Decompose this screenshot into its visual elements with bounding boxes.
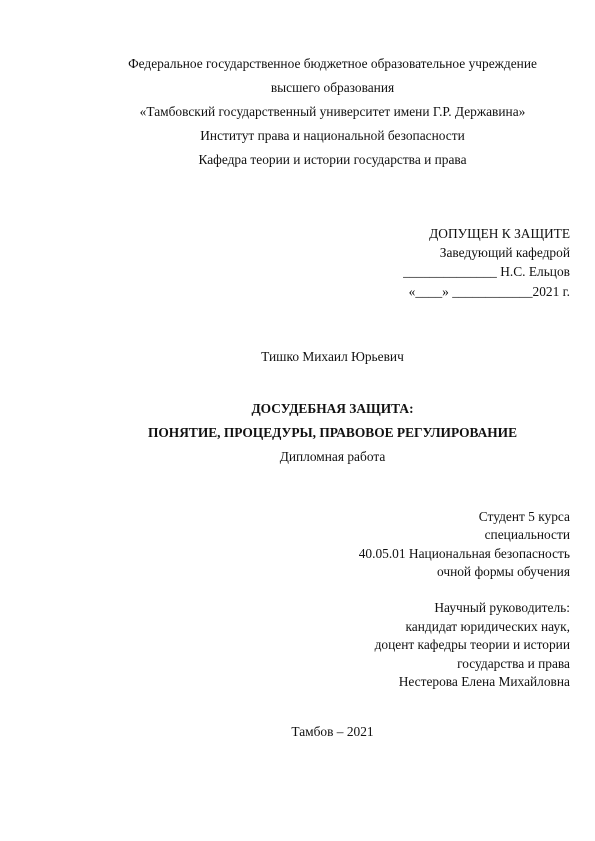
supervisor-name: Нестерова Елена Михайловна (398, 674, 570, 689)
supervisor-degree: кандидат юридических наук, (405, 619, 570, 634)
approval-date: «____» ____________2021 г. (408, 284, 570, 299)
thesis-title-line2: ПОНЯТИЕ, ПРОЦЕДУРЫ, ПРАВОВОЕ РЕГУЛИРОВАНИЕ (147, 425, 518, 440)
approval-signature: ______________ Н.С. Ельцов (403, 264, 570, 279)
department-name: Кафедра теории и истории государства и права (198, 152, 467, 167)
student-study-form: очной формы обучения (436, 564, 570, 579)
education-level: высшего образования (270, 80, 395, 95)
approval-heading: ДОПУЩЕН К ЗАЩИТЕ (429, 226, 570, 241)
institution-type: Федеральное государственное бюджетное образовательное учреждение (128, 56, 537, 71)
university-name: «Тамбовский государственный университет имени Г.Р. Державина» (139, 104, 526, 119)
student-course: Студент 5 курса (478, 509, 570, 524)
supervisor-department: государства и права (457, 656, 570, 671)
supervisor-label: Научный руководитель: (434, 600, 570, 615)
approval-role: Заведующий кафедрой (439, 245, 570, 260)
work-type: Дипломная работа (279, 449, 386, 464)
student-specialty: 40.05.01 Национальная безопасность (358, 546, 570, 561)
author-name: Тишко Михаил Юрьевич (261, 349, 404, 364)
city-year: Тамбов – 2021 (291, 724, 374, 739)
student-specialty-label: специальности (484, 527, 570, 542)
supervisor-position: доцент кафедры теории и истории (374, 637, 570, 652)
thesis-title-line1: ДОСУДЕБНАЯ ЗАЩИТА: (251, 401, 414, 416)
institute-name: Институт права и национальной безопасности (200, 128, 465, 143)
